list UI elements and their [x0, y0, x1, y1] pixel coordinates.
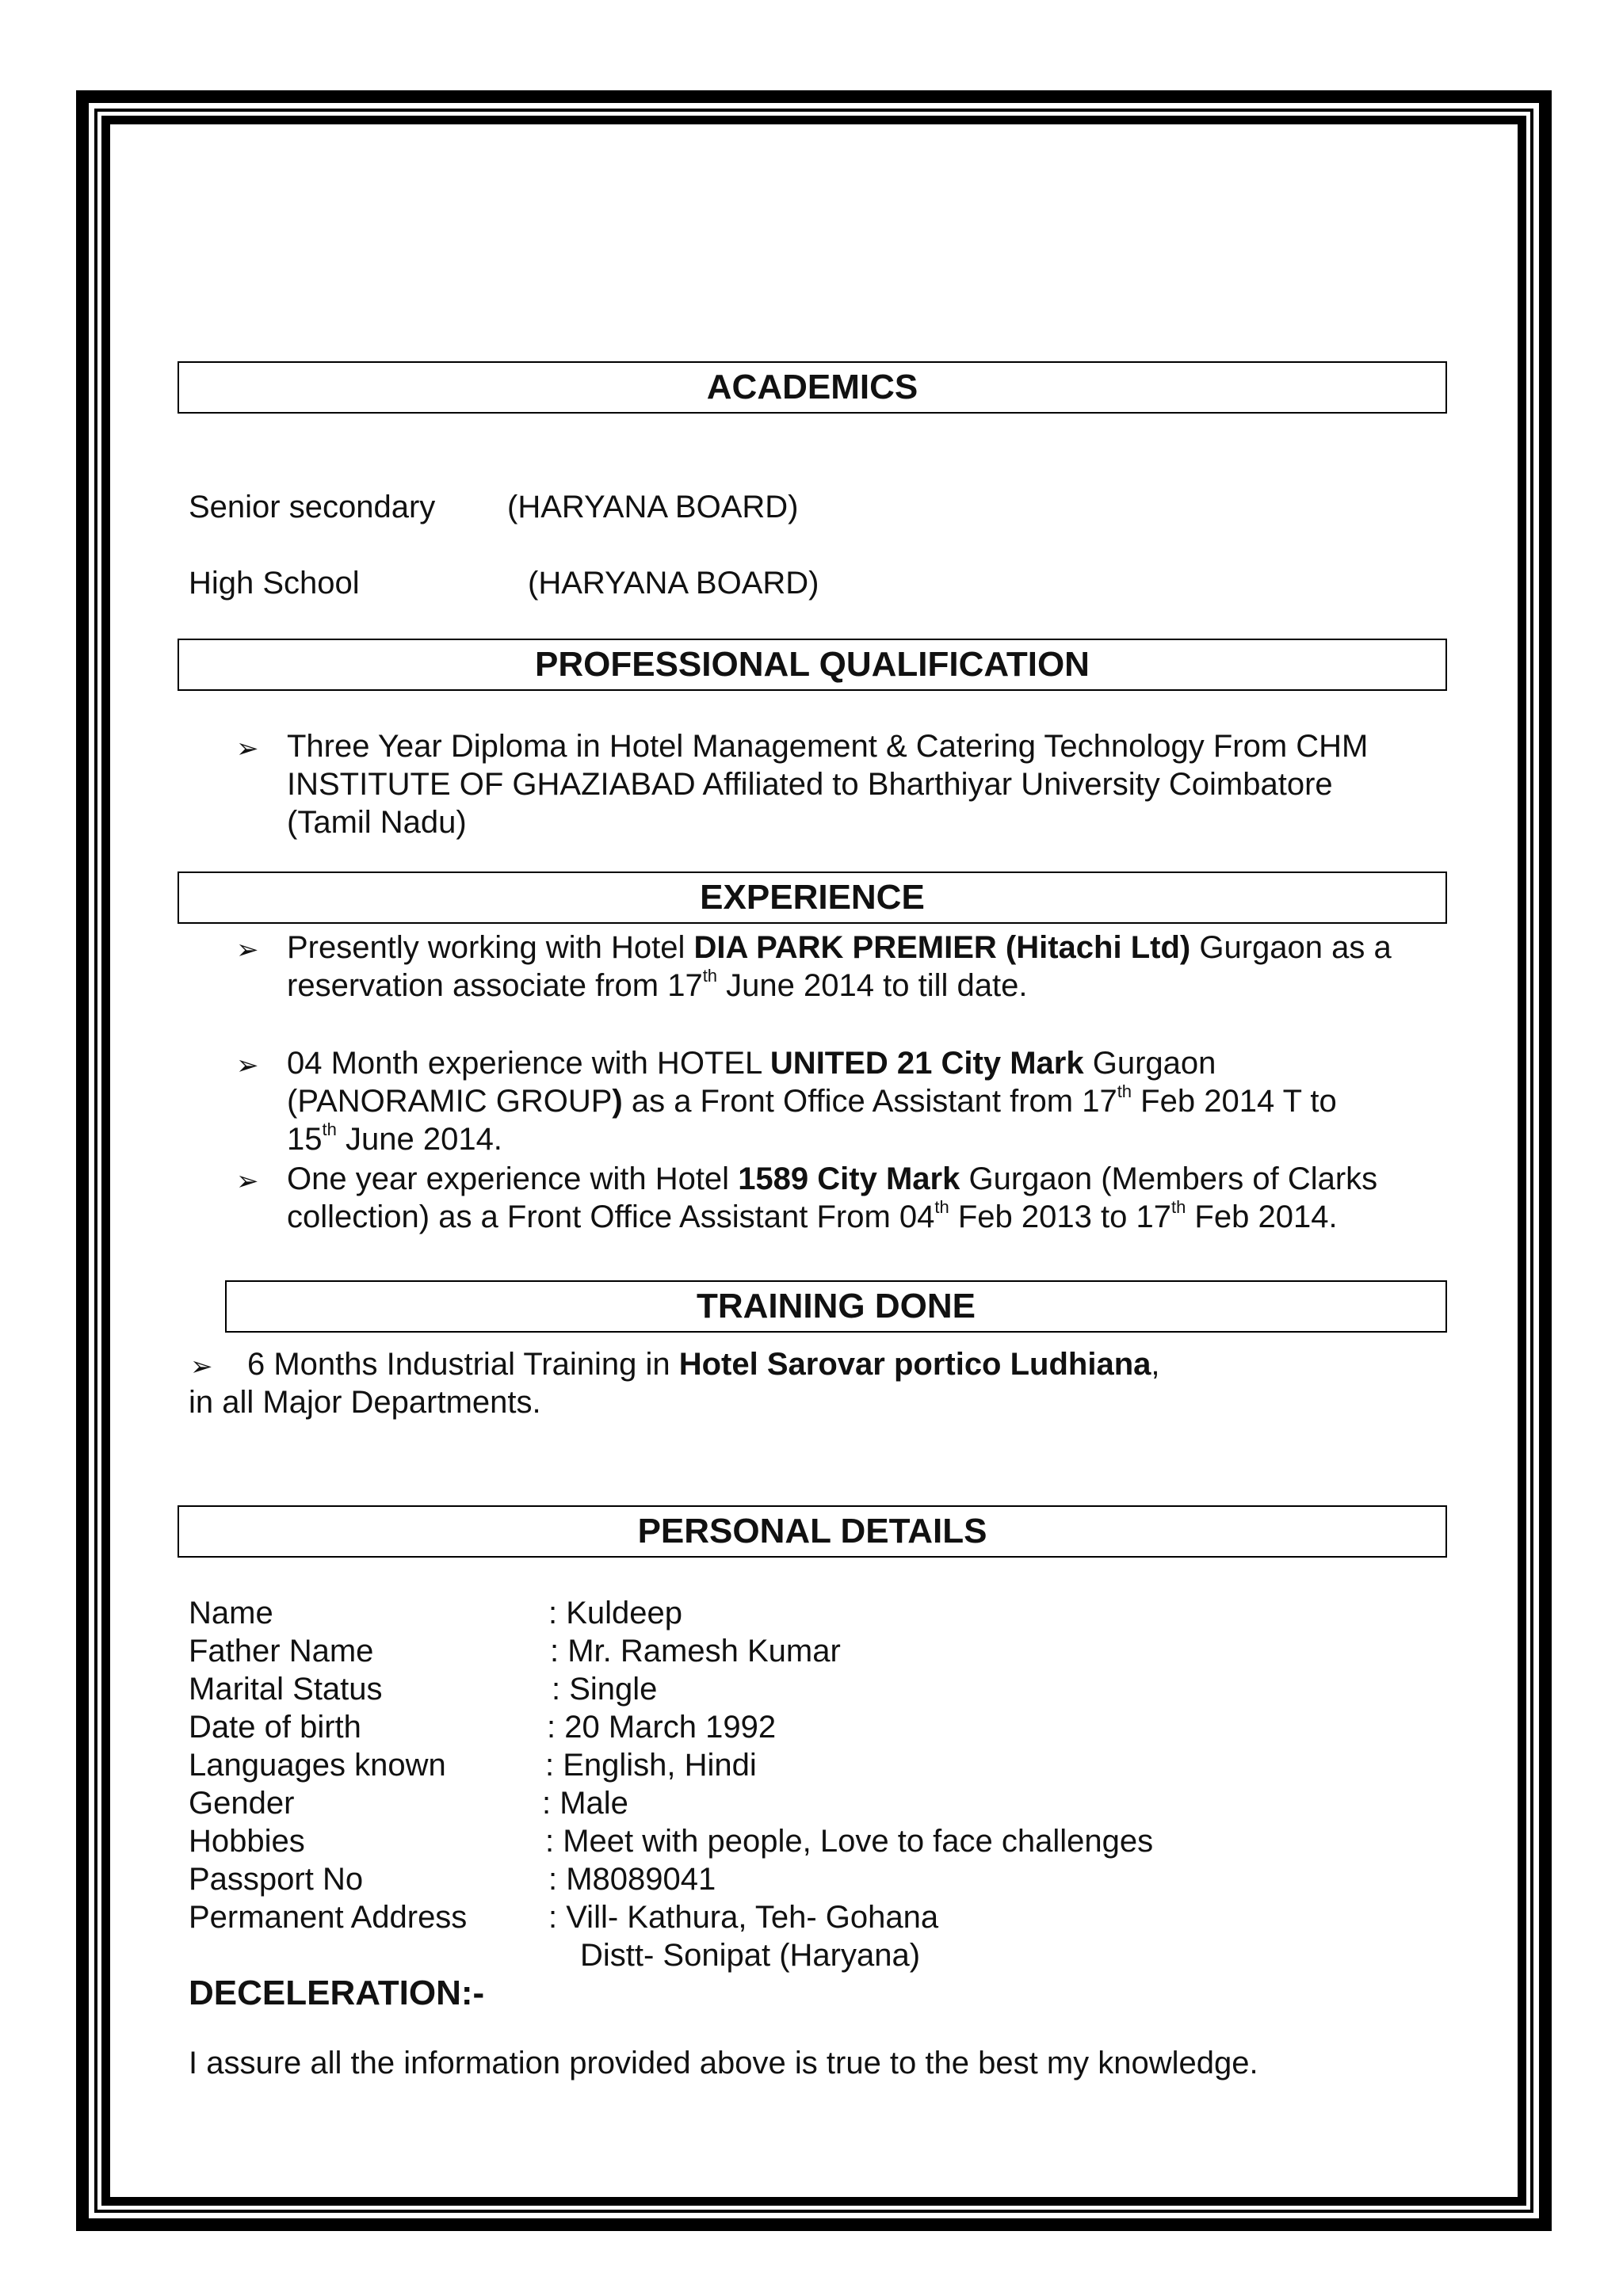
bullet-icon: ➢	[190, 1352, 213, 1382]
declaration-heading: DECELERATION:-	[189, 1974, 485, 2012]
personal-label: Date of birth	[189, 1710, 361, 1745]
experience-item-2-line-3: 15th June 2014.	[287, 1119, 502, 1157]
personal-label: Hobbies	[189, 1824, 305, 1859]
experience-item-1-line-1: Presently working with Hotel DIA PARK PREMIER (Hitachi Ltd) Gurgaon as a	[287, 930, 1392, 965]
experience-item-3-line-1: One year experience with Hotel 1589 City Mark Gurgaon (Members of Clarks	[287, 1161, 1378, 1196]
bullet-icon: ➢	[236, 734, 259, 764]
academics-row-board: (HARYANA BOARD)	[507, 490, 799, 524]
training-line-1: 6 Months Industrial Training in Hotel Sarovar portico Ludhiana,	[247, 1347, 1160, 1382]
personal-label: Marital Status	[189, 1672, 383, 1707]
personal-address-line-2: Distt- Sonipat (Haryana)	[580, 1938, 921, 1973]
academics-row-label: High School	[189, 566, 360, 601]
personal-value: : 20 March 1992	[547, 1710, 777, 1745]
personal-label: Father Name	[189, 1634, 374, 1669]
training-line-2: in all Major Departments.	[189, 1385, 541, 1420]
personal-label: Permanent Address	[189, 1900, 468, 1935]
personal-value: : Single	[552, 1672, 658, 1707]
personal-value: : Vill- Kathura, Teh- Gohana	[548, 1900, 939, 1935]
personal-heading	[178, 1505, 1447, 1558]
professional-heading	[178, 639, 1447, 691]
bullet-icon: ➢	[236, 935, 259, 965]
bullet-icon: ➢	[236, 1166, 259, 1196]
experience-item-3-line-2: collection) as a Front Office Assistant From 04th Feb 2013 to 17th Feb 2014.	[287, 1196, 1338, 1234]
personal-value: : Kuldeep	[548, 1596, 683, 1630]
personal-value: : English, Hindi	[545, 1748, 757, 1783]
personal-value: : Male	[542, 1786, 628, 1821]
training-heading-text: TRAINING DONE	[697, 1287, 976, 1325]
academics-row-label: Senior secondary	[189, 490, 436, 524]
declaration-text: I assure all the information provided above is true to the best my knowledge.	[189, 2046, 1258, 2081]
experience-item-2-line-1: 04 Month experience with HOTEL UNITED 21 City Mark Gurgaon	[287, 1046, 1216, 1081]
experience-heading-text: EXPERIENCE	[700, 878, 925, 917]
personal-label: Passport No	[189, 1862, 364, 1897]
professional-heading-text: PROFESSIONAL QUALIFICATION	[535, 645, 1090, 684]
personal-label: Languages known	[189, 1748, 446, 1783]
academics-row-board: (HARYANA BOARD)	[528, 566, 819, 601]
experience-item-2-line-2: (PANORAMIC GROUP) as a Front Office Assistant from 17th Feb 2014 T to	[287, 1081, 1337, 1119]
professional-line: INSTITUTE OF GHAZIABAD Affiliated to Bharthiyar University Coimbatore	[287, 767, 1333, 802]
academics-heading	[178, 361, 1447, 414]
personal-value: : Meet with people, Love to face challenges	[545, 1824, 1154, 1859]
professional-line: Three Year Diploma in Hotel Management & Catering Technology From CHM	[287, 729, 1369, 764]
professional-line: (Tamil Nadu)	[287, 805, 467, 840]
personal-label: Name	[189, 1596, 273, 1630]
personal-heading-text: PERSONAL DETAILS	[637, 1512, 987, 1550]
personal-value: : Mr. Ramesh Kumar	[550, 1634, 841, 1669]
training-heading	[225, 1280, 1447, 1333]
experience-item-1-line-2: reservation associate from 17th June 2014 to till date.	[287, 965, 1028, 1003]
experience-heading	[178, 871, 1447, 924]
academics-heading-text: ACADEMICS	[706, 368, 918, 406]
personal-value: : M8089041	[548, 1862, 716, 1897]
personal-label: Gender	[189, 1786, 295, 1821]
bullet-icon: ➢	[236, 1051, 259, 1081]
